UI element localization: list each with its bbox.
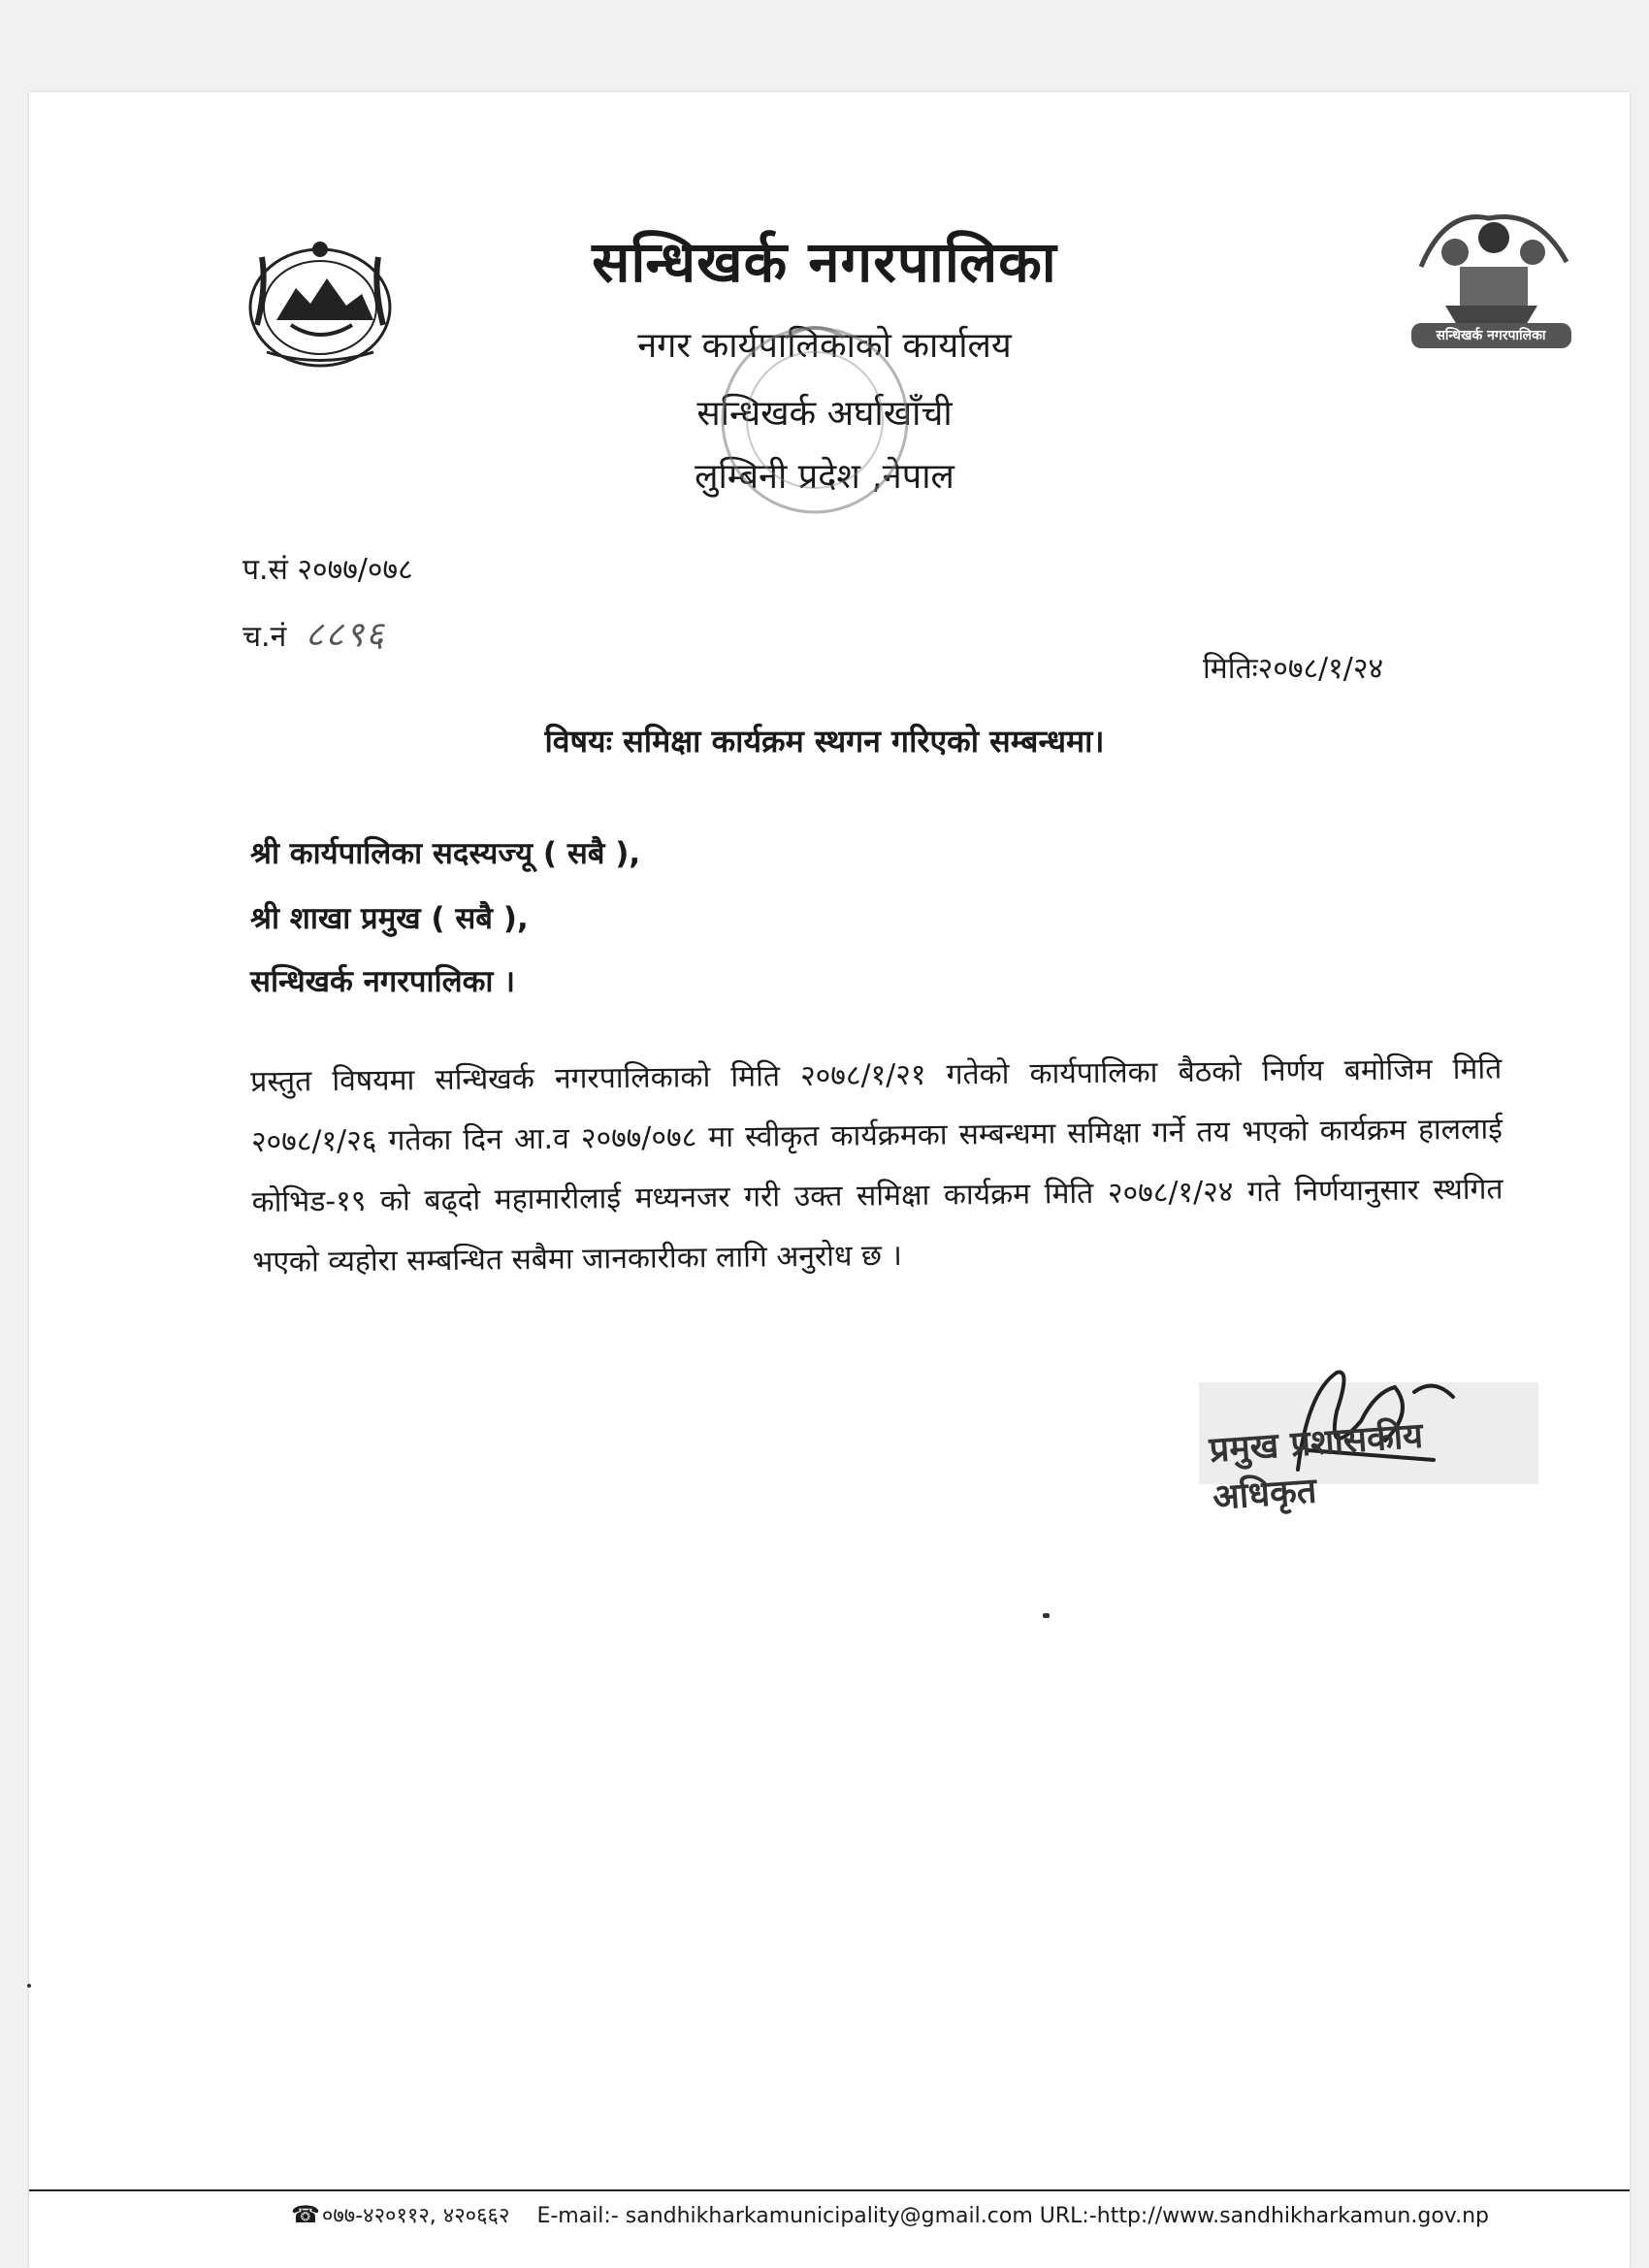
dispatch-number bbox=[242, 609, 386, 657]
organization-title: सन्धिखर्क नगरपालिका bbox=[592, 229, 1057, 295]
signatory-designation: प्रमुख प्रशासकीय अधिकृत bbox=[1208, 1415, 1425, 1518]
footer-url: URL:-http://www.sandhikharkamun.gov.np bbox=[1039, 2204, 1489, 2228]
letter-body: प्रस्तुत विषयमा सन्धिखर्क नगरपालिकाको मिति २०७८/१/२१ गतेको कार्यपालिका बैठको निर्णय बमोजिम मिति २०७८/१/२६ गतेका दिन आ.व २०७७/०७८ मा स्वीकृत कार्यक्रमका सम्बन्धमा समिक्षा गर्ने तय भएको कार्यक्रम हाललाई कोभिड-१९ को बढ्दो महामारीलाई मध्यनजर गरी उक्त समिक्षा कार्यक्रम मिति २०७८/१/२४ गते निर्णयानुसार स्थगित भएको व्यहोरा सम्बन्धित सबैमा जानकारीका लागि अनुरोध छ । bbox=[250, 1052, 1504, 1280]
footer-divider bbox=[29, 2189, 1630, 2191]
dispatch-number-handwritten: ८८९६ bbox=[305, 615, 386, 655]
right-emblem-caption: सन्धिखर्क नगरपालिका bbox=[1436, 328, 1546, 343]
ink-speck bbox=[27, 1984, 31, 1988]
office-province: लुम्बिनी प्रदेश ,नेपाल bbox=[695, 457, 954, 497]
recipient-line: सन्धिखर्क नगरपालिका । bbox=[250, 964, 515, 999]
phone-icon: ☎ bbox=[291, 2201, 320, 2228]
footer-phone: ०७७-४२०११२, ४२०६६२ bbox=[321, 2204, 510, 2228]
dispatch-number-label: च.नं bbox=[242, 620, 287, 654]
footer-contact bbox=[291, 2200, 1489, 2229]
office-stamp-icon bbox=[713, 308, 917, 532]
signature-stamp bbox=[1191, 1353, 1550, 1518]
letter-subject: विषयः समिक्षा कार्यक्रम स्थगन गरिएको सम्बन्धमा। bbox=[544, 723, 1105, 760]
recipient-line: श्री कार्यपालिका सदस्यज्यू ( सबै ), bbox=[250, 836, 641, 871]
ink-speck bbox=[1043, 1613, 1050, 1618]
office-name: नगर कार्यपालिकाको कार्यालय bbox=[637, 326, 1012, 366]
footer-email: E-mail:- sandhikharkamunicipality@gmail.com bbox=[536, 2204, 1033, 2228]
office-location: सन्धिखर्क अर्घाखाँची bbox=[696, 394, 953, 434]
letter-date: मितिः२०७८/१/२४ bbox=[1203, 652, 1384, 686]
recipient-line: श्री शाखा प्रमुख ( सबै ), bbox=[250, 901, 529, 936]
letter-number: प.सं २०७७/०७८ bbox=[242, 553, 413, 587]
